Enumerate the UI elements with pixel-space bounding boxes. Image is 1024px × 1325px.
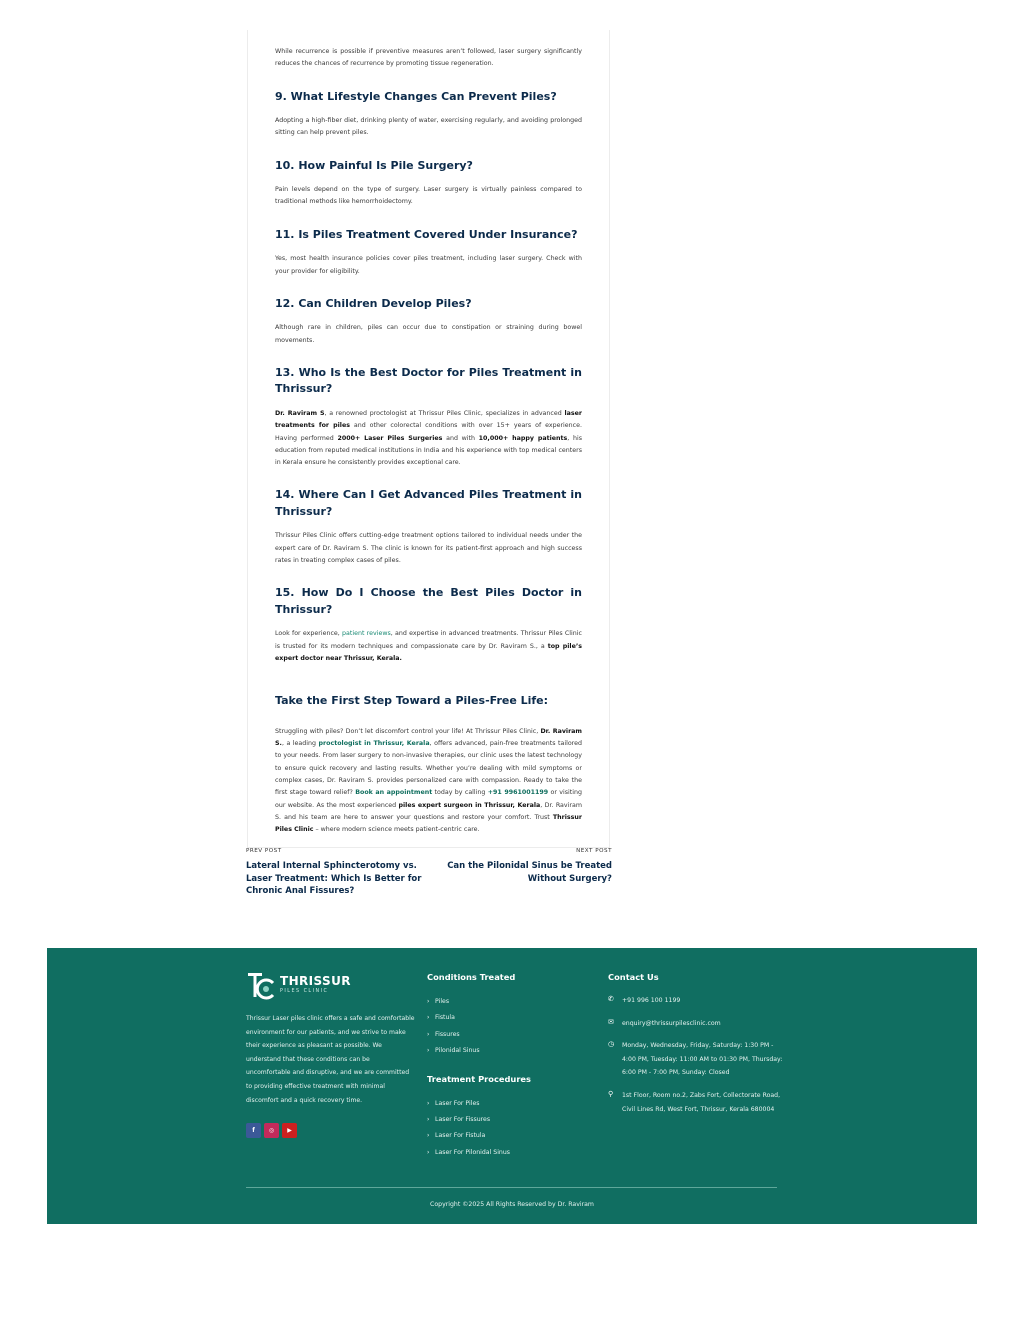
condition-label: Pilonidal Sinus	[435, 1047, 480, 1055]
chevron-right-icon: ›	[427, 1030, 430, 1038]
phone-link[interactable]: +91 9961001199	[487, 789, 549, 797]
youtube-icon[interactable]: ▶	[282, 1123, 297, 1138]
faq-answer-12: Although rare in children, piles can occur due to constipation or straining during bowel movements.	[275, 324, 582, 344]
logo-subtitle: PILES CLINIC	[280, 989, 329, 994]
patient-reviews-link[interactable]: patient reviews	[342, 630, 391, 638]
condition-label: Piles	[435, 998, 450, 1005]
phone-icon: ✆	[608, 995, 614, 1003]
prev-post-label: PREV POST	[246, 848, 282, 854]
faq-question-13: 13. Who Is the Best Doctor for Piles Treatment in Thrissur?	[275, 365, 582, 396]
emphasis-text: laser treatments for piles	[275, 409, 582, 430]
text-run: and other colorectal conditions with over 15+ years of experience. Having performed	[275, 422, 582, 442]
cta-paragraph	[275, 726, 582, 837]
phone-text: +91 996 100 1199	[622, 997, 681, 1004]
contact-heading: Contact Us	[608, 972, 659, 982]
text-run: , Dr. Raviram S. and his team are here to answer your questions and restore your comfort. Trust	[275, 801, 582, 821]
clinic-logo[interactable]	[246, 970, 416, 1000]
email-text: enquiry@thrissurpilesclinic.com	[622, 1019, 721, 1027]
doctor-name: Dr. Raviram S.	[275, 727, 582, 748]
emphasis-text: piles expert surgeon in Thrissur, Kerala	[398, 801, 541, 809]
procedure-link[interactable]	[427, 1145, 587, 1161]
proctologist-link[interactable]: proctologist in Thrissur, Kerala	[318, 740, 430, 748]
procedure-link[interactable]	[427, 1096, 587, 1112]
faq-answer-14: Thrissur Piles Clinic offers cutting-edge treatment options tailored to individual needs under the expert care of Dr. Raviram S. The clinic is known for its patient-first approach and high success rates in treating complex cases of piles.	[275, 532, 582, 565]
footer-about-column	[246, 970, 416, 1138]
chevron-right-icon: ›	[427, 1099, 430, 1107]
logo-mark-icon	[246, 970, 276, 1000]
text-run: , a renowned proctologist at Thrissur Piles Clinic, specializes in advanced	[324, 409, 565, 417]
condition-label: Fistula	[435, 1014, 455, 1022]
chevron-right-icon: ›	[427, 1116, 430, 1124]
next-post-label: NEXT POST	[576, 848, 612, 854]
chevron-right-icon: ›	[427, 1132, 430, 1140]
faq-answer-8: While recurrence is possible if preventive measures aren’t followed, laser surgery significantly reduces the chances of recurrence by promoting tissue regeneration.	[275, 48, 582, 68]
condition-link[interactable]	[427, 994, 587, 1010]
prev-post-link[interactable]	[246, 848, 424, 898]
faq-question-12: 12. Can Children Develop Piles?	[275, 296, 472, 310]
conditions-list	[427, 994, 587, 1060]
text-run: , and expertise in advanced treatments. Thrissur Piles Clinic is trusted for its modern techniques and compassionate care by Dr. Raviram S., a	[275, 630, 582, 650]
emphasis-text: top pile’s expert doctor near Thrissur, Kerala.	[275, 642, 582, 662]
chevron-right-icon: ›	[427, 1047, 430, 1055]
book-appointment-link[interactable]: Book an appointment	[355, 789, 433, 797]
social-links	[246, 1123, 416, 1138]
procedure-link[interactable]	[427, 1128, 587, 1144]
condition-link[interactable]	[427, 1027, 587, 1043]
footer-links-column	[427, 972, 587, 1161]
procedure-link[interactable]	[427, 1112, 587, 1128]
logo-text	[280, 975, 351, 995]
procedures-heading: Treatment Procedures	[427, 1073, 531, 1084]
next-post-link[interactable]	[434, 848, 612, 885]
contact-address	[608, 1089, 783, 1116]
chevron-right-icon: ›	[427, 998, 430, 1005]
condition-label: Fissures	[435, 1030, 460, 1038]
text-run: or visiting our website. As the most experienced	[275, 789, 582, 809]
procedure-label: Laser For Piles	[435, 1099, 480, 1107]
footer-divider	[246, 1187, 777, 1188]
faq-question-9: 9. What Lifestyle Changes Can Prevent Piles?	[275, 89, 557, 103]
text-run: Look for experience,	[275, 630, 343, 638]
text-run: , a leading	[281, 740, 319, 748]
chevron-right-icon: ›	[427, 1148, 430, 1156]
facebook-icon[interactable]: f	[246, 1123, 261, 1138]
text-run: and with	[442, 434, 479, 442]
envelope-icon: ✉	[608, 1017, 614, 1026]
cta-heading: Take the First Step Toward a Piles-Free Life:	[275, 694, 549, 708]
faq-question-10: 10. How Painful Is Pile Surgery?	[275, 158, 473, 172]
faq-question-11: 11. Is Piles Treatment Covered Under Insurance?	[275, 227, 578, 241]
procedures-list	[427, 1096, 587, 1162]
copyright-text: Copyright ©2025 All Rights Reserved by Dr. Raviram	[430, 1201, 594, 1208]
procedure-label: Laser For Fissures	[435, 1116, 491, 1124]
contact-phone[interactable]	[608, 994, 783, 1008]
faq-answer-10: Pain levels depend on the type of surgery. Laser surgery is virtually painless compared to traditional methods like hemorrhoidectomy.	[275, 186, 582, 206]
chevron-right-icon: ›	[427, 1014, 430, 1022]
faq-answer-13	[275, 408, 582, 469]
faq-answer-9: Adopting a high-fiber diet, drinking plenty of water, exercising regularly, and avoiding prolonged sitting can help prevent piles.	[275, 117, 582, 137]
conditions-heading: Conditions Treated	[427, 972, 516, 982]
emphasis-text: 10,000+ happy patients	[478, 434, 568, 442]
text-run: , his education from reputed medical institutions in India and his experience with top medical centers in Kerala ensure he consistently provides exceptional care.	[275, 434, 583, 467]
site-footer	[47, 948, 977, 1224]
clock-icon: ◷	[608, 1040, 615, 1049]
contact-hours	[608, 1039, 783, 1080]
faq-question-14: 14. Where Can I Get Advanced Piles Treatment in Thrissur?	[275, 488, 582, 518]
location-pin-icon: ⚲	[608, 1089, 614, 1098]
text-run: , offers advanced, pain-free treatments tailored to your needs. From laser surgery to non-invasive therapies, our clinic uses the latest technology to ensure quick recovery and lasting results. Whether you’re dealing with mild symptoms or complex cases, Dr. Raviram S. provides personalized care with compassion. Ready to take the first stage toward relief?	[275, 740, 582, 797]
condition-link[interactable]	[427, 1043, 587, 1059]
footer-contact-column	[608, 972, 783, 1125]
faq-answer-15	[275, 628, 582, 665]
text-run: today by calling	[432, 789, 488, 797]
post-navigation	[246, 848, 612, 908]
emphasis-text: Thrissur Piles Clinic	[275, 813, 582, 834]
procedure-label: Laser For Fistula	[435, 1132, 486, 1140]
text-run: – where modern science meets patient-centric care.	[313, 826, 480, 834]
condition-link[interactable]	[427, 1010, 587, 1026]
instagram-icon[interactable]: ◎	[264, 1123, 279, 1138]
faq-answer-11: Yes, most health insurance policies cover piles treatment, including laser surgery. Check with your provider for eligibility.	[275, 255, 582, 275]
logo-name: THRISSUR	[280, 974, 351, 988]
article-body	[247, 30, 610, 848]
faq-question-15: 15. How Do I Choose the Best Piles Doctor in Thrissur?	[275, 586, 582, 616]
procedure-label: Laser For Pilonidal Sinus	[435, 1148, 510, 1156]
address-text: 1st Floor, Room no.2, Zabs Fort, Collectorate Road, Civil Lines Rd, West Fort, Thrissur, Kerala 680004	[622, 1091, 781, 1113]
doctor-name: Dr. Raviram S	[275, 409, 325, 417]
text-run: Struggling with piles? Don’t let discomfort control your life! At Thrissur Piles Clinic,	[275, 727, 541, 735]
emphasis-text: 2000+ Laser Piles Surgeries	[337, 434, 443, 442]
hours-text: Monday, Wednesday, Friday, Saturday: 1:30 PM - 4:00 PM, Tuesday: 11:00 AM to 01:30 PM, Thursday: 6:00 PM - 7:00 PM, Sunday: Closed	[622, 1042, 783, 1077]
contact-email[interactable]	[608, 1017, 783, 1031]
prev-post-title[interactable]: Lateral Internal Sphincterotomy vs. Laser Treatment: Which Is Better for Chronic Anal Fissures?	[246, 861, 422, 896]
footer-about-text: Thrissur Laser piles clinic offers a safe and comfortable environment for our patients, and we strive to make their experience as pleasant as possible. We understand that these conditions can be uncomfortable and disruptive, and we are committed to providing effective treatment with minimal discomfort and a quick recovery time.	[246, 1015, 415, 1104]
next-post-title[interactable]: Can the Pilonidal Sinus be Treated Without Surgery?	[447, 861, 612, 884]
